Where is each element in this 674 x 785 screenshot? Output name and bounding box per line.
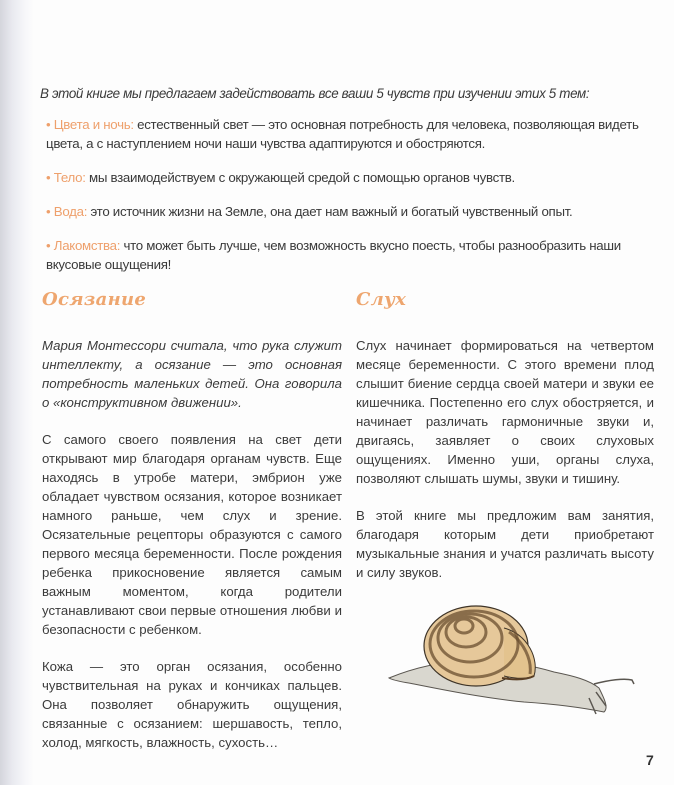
paragraph: В этой книге мы предложим вам занятия, благодаря которым дети приобретают музыкальные знания и учатся различать высоту и силу звуков. bbox=[356, 508, 654, 580]
section-heading-hearing: Слух bbox=[356, 289, 407, 310]
page-number: 7 bbox=[646, 752, 654, 768]
bullet-icon: • bbox=[46, 170, 51, 185]
topic-text: мы взаимодействуем с окружающей средой с помощью органов чувств. bbox=[85, 170, 515, 185]
topic-label: Вода: bbox=[53, 204, 88, 219]
topic-text: это источник жизни на Земле, она дает нам важный и богатый чувственный опыт. bbox=[87, 204, 573, 219]
paragraph: Мария Монтессори считала, что рука служит интеллекту, а осязание — это основная потребность маленьких детей. Она говорила о «конструктивном движении». bbox=[42, 338, 342, 410]
topic-water bbox=[46, 202, 646, 221]
paragraph: С самого своего появления на свет дети открывают мир благодаря органам чувств. Еще находясь в утробе матери, эмбрион уже обладает чувством осязания, которое возникает намного раньше, чем слух и зрение. Осязательные рецепторы образуются с самого первого месяца беременности. После рождения ребенка прикосновение является самым важным моментом, когда родители устанавливают свои первые отношения любви и безопасности с ребенком. bbox=[42, 432, 342, 637]
topic-label: Тело: bbox=[53, 170, 86, 185]
section-touch bbox=[42, 290, 342, 770]
topic-text: что может быть лучше, чем возможность вкусно поесть, чтобы разнообразить наши вкусовые ощущения! bbox=[46, 238, 621, 272]
book-spine-shadow bbox=[0, 0, 34, 785]
topic-text: естественный свет — это основная потребность для человека, позволяющая видеть цвета, а с наступлением ночи наши чувства адаптируются и обостряются. bbox=[46, 117, 639, 151]
topic-body bbox=[46, 168, 646, 187]
section-hearing bbox=[356, 290, 654, 600]
bullet-icon: • bbox=[46, 204, 51, 219]
bullet-icon: • bbox=[46, 238, 51, 253]
topic-colors-night bbox=[46, 115, 646, 153]
intro-text: В этой книге мы предлагаем задействовать все ваши 5 чувств при изучении этих 5 тем: bbox=[40, 86, 590, 101]
topic-label: Лакомства: bbox=[53, 238, 121, 253]
paragraph: Кожа — это орган осязания, особенно чувствительная на руках и кончиках пальцев. Она позволяет обнаружить ощущения, связанные с осязанием: шершавость, тепло, холод, мягкость, влажность, сухость… bbox=[42, 659, 342, 750]
snail-illustration-icon bbox=[384, 580, 644, 730]
topics-list bbox=[46, 115, 646, 289]
section-heading-touch: Осязание bbox=[42, 289, 147, 310]
topic-label: Цвета и ночь: bbox=[53, 117, 134, 132]
bullet-icon: • bbox=[46, 117, 51, 132]
paragraph: Слух начинает формироваться на четвертом месяце беременности. С этого времени плод слышит биение сердца своей матери и звуки ее кишечника. Постепенно его слух обостряется, и начинает различать гармоничные звуки и, двигаясь, заявляет о своих слуховых ощущениях. Именно уши, органы слуха, позволяют слышать шумы, звуки и тишину. bbox=[356, 338, 654, 486]
topic-treats bbox=[46, 236, 646, 274]
